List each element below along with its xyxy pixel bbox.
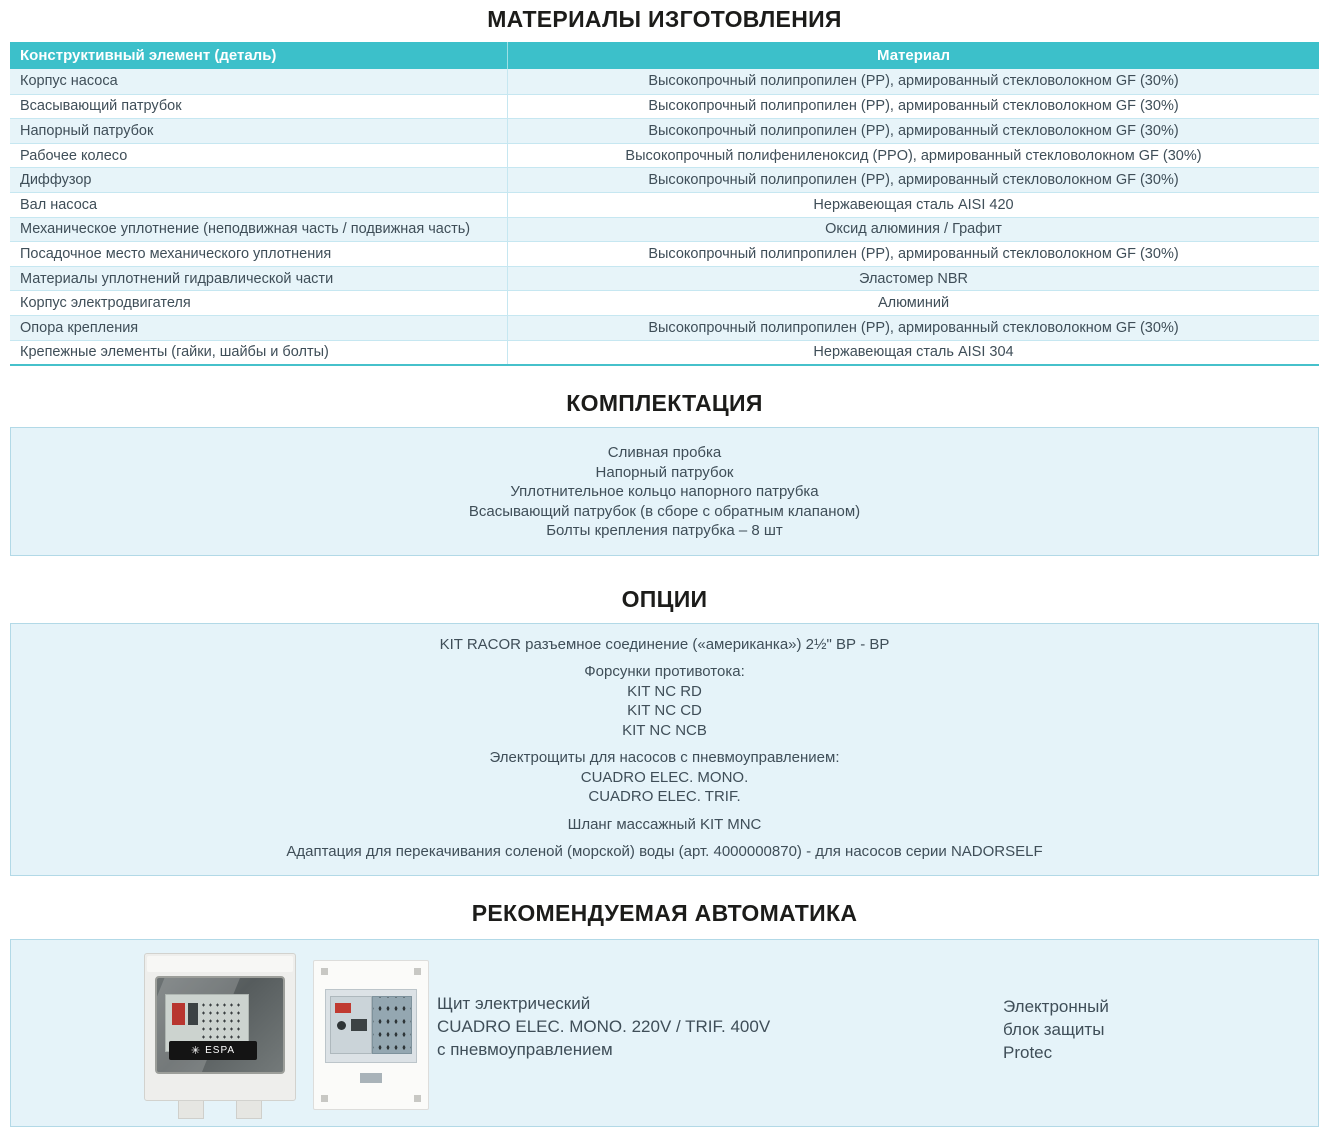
caption-line: блок защиты <box>1003 1019 1105 1039</box>
element-cell: Диффузор <box>20 172 92 189</box>
table-row <box>10 315 1319 340</box>
options-group-panels <box>11 748 1318 807</box>
latch-tab <box>360 1073 382 1083</box>
element-cell: Корпус насоса <box>20 73 118 90</box>
table-row <box>10 94 1319 119</box>
material-cell: Высокопрочный полипропилен (PP), армированный стекловолокном GF (30%) <box>507 69 1319 94</box>
screw-icon <box>321 968 328 975</box>
options-item: KIT NC NCB <box>622 721 707 739</box>
element-cell: Всасывающий патрубок <box>20 98 182 115</box>
caption-line: CUADRO ELEC. MONO. 220V / TRIF. 400V <box>437 1016 771 1036</box>
table-row <box>10 217 1319 242</box>
cable-gland <box>178 1101 204 1119</box>
equipment-item: Напорный патрубок <box>595 463 734 481</box>
espa-logo-icon: ✳ <box>190 1044 202 1057</box>
element-cell: Напорный патрубок <box>20 122 154 139</box>
material-cell: Высокопрочный полипропилен (PP), армированный стекловолокном GF (30%) <box>507 242 1319 266</box>
enclosure-body <box>144 953 296 1101</box>
table-row <box>10 118 1319 143</box>
element-cell: Опора крепления <box>20 319 139 336</box>
material-cell: Высокопрочный полипропилен (PP), армированный стекловолокном GF (30%) <box>507 168 1319 192</box>
material-cell: Высокопрочный полипропилен (PP), армированный стекловолокном GF (30%) <box>507 95 1319 119</box>
recessed-panel <box>325 989 417 1063</box>
options-item: KIT RACOR разъемное соединение («американка») 2½" ВР - ВР <box>439 635 890 653</box>
material-cell: Эластомер NBR <box>507 267 1319 291</box>
terminal-dots <box>200 1001 244 1045</box>
espa-brand-label <box>169 1041 257 1060</box>
red-display <box>172 1003 185 1025</box>
equipment-item: Сливная пробка <box>607 444 722 462</box>
element-cell: Корпус электродвигателя <box>20 295 191 312</box>
header-element-column: Конструктивный элемент (деталь) <box>20 47 277 64</box>
options-item: Форсунки противотока: <box>584 663 745 681</box>
panel-caption <box>437 992 770 1061</box>
element-cell: Механическое уплотнение (неподвижная часть / подвижная часть) <box>20 221 471 238</box>
options-title: ОПЦИИ <box>621 585 708 612</box>
espa-control-panel-image <box>144 953 296 1119</box>
header-material-column: Материал <box>507 42 1319 69</box>
table-row <box>10 143 1319 168</box>
datasheet-page <box>0 6 1329 1118</box>
equipment-item: Уплотнительное кольцо напорного патрубка <box>510 483 819 501</box>
screw-icon <box>321 1095 328 1102</box>
element-cell: Рабочее колесо <box>20 147 128 164</box>
materials-table <box>10 42 1319 366</box>
materials-table-body <box>10 69 1319 364</box>
caption-line: Электронный <box>1003 996 1109 1016</box>
controller-module <box>330 996 372 1054</box>
table-row <box>10 241 1319 266</box>
protec-unit-image <box>879 953 989 1113</box>
caption-line: Щит электрический <box>437 993 591 1013</box>
options-item: KIT NC RD <box>627 682 702 700</box>
table-row <box>10 340 1319 365</box>
options-group-nozzles <box>11 662 1318 740</box>
options-item: CUADRO ELEC. TRIF. <box>588 788 741 806</box>
material-cell: Алюминий <box>507 291 1319 315</box>
material-cell: Высокопрочный полипропилен (PP), армированный стекловолокном GF (30%) <box>507 119 1319 143</box>
material-cell: Нержавеющая сталь AISI 304 <box>507 341 1319 365</box>
material-cell: Высокопрочный полифениленоксид (PPO), армированный стекловолокном GF (30%) <box>507 144 1319 168</box>
materials-table-header <box>10 42 1319 69</box>
transparent-lid <box>155 976 285 1074</box>
options-group-saltwater <box>11 842 1318 862</box>
options-item: KIT NC CD <box>627 702 702 720</box>
options-item: Электрощиты для насосов с пневмоуправлением: <box>489 749 840 767</box>
table-row <box>10 290 1319 315</box>
cable-gland <box>236 1101 262 1119</box>
element-cell: Посадочное место механического уплотнения <box>20 245 332 262</box>
red-display <box>335 1003 351 1013</box>
protec-caption <box>1003 995 1109 1064</box>
material-cell: Нержавеющая сталь AISI 420 <box>507 193 1319 217</box>
din-box-image <box>313 960 429 1110</box>
materials-title: МАТЕРИАЛЫ ИЗГОТОВЛЕНИЯ <box>487 6 842 32</box>
material-cell: Высокопрочный полипропилен (PP), армированный стекловолокном GF (30%) <box>507 316 1319 340</box>
options-box <box>10 623 1319 876</box>
options-item: CUADRO ELEC. MONO. <box>580 768 749 786</box>
options-item: Адаптация для перекачивания соленой (морской) воды (арт. 4000000870) - для насосов серии NADORSELF <box>286 843 1043 861</box>
round-button <box>337 1021 346 1030</box>
options-group-kit-racor <box>11 635 1318 655</box>
element-cell: Материалы уплотнений гидравлической части <box>20 270 334 287</box>
table-row <box>10 266 1319 291</box>
equipment-title: КОМПЛЕКТАЦИЯ <box>566 390 763 417</box>
caption-line: Protec <box>1003 1042 1053 1062</box>
screw-icon <box>414 968 421 975</box>
screw-icon <box>414 1095 421 1102</box>
terminal-block <box>372 996 412 1054</box>
caption-line: с пневмоуправлением <box>437 1039 613 1059</box>
element-cell: Крепежные элементы (гайки, шайбы и болты) <box>20 344 329 361</box>
equipment-box <box>10 427 1319 556</box>
espa-logo-text: ESPA <box>205 1044 236 1056</box>
material-cell: Оксид алюминия / Графит <box>507 218 1319 242</box>
equipment-item: Болты крепления патрубка – 8 шт <box>546 522 783 540</box>
automation-box <box>10 939 1319 1127</box>
options-item: Шланг массажный KIT MNC <box>567 815 762 833</box>
table-row <box>10 69 1319 94</box>
equipment-item: Всасывающий патрубок (в сборе с обратным клапаном) <box>468 502 861 520</box>
table-row <box>10 167 1319 192</box>
table-row <box>10 192 1319 217</box>
options-group-hose <box>11 815 1318 835</box>
element-cell: Вал насоса <box>20 196 98 213</box>
automation-title: РЕКОМЕНДУЕМАЯ АВТОМАТИКА <box>471 899 858 926</box>
